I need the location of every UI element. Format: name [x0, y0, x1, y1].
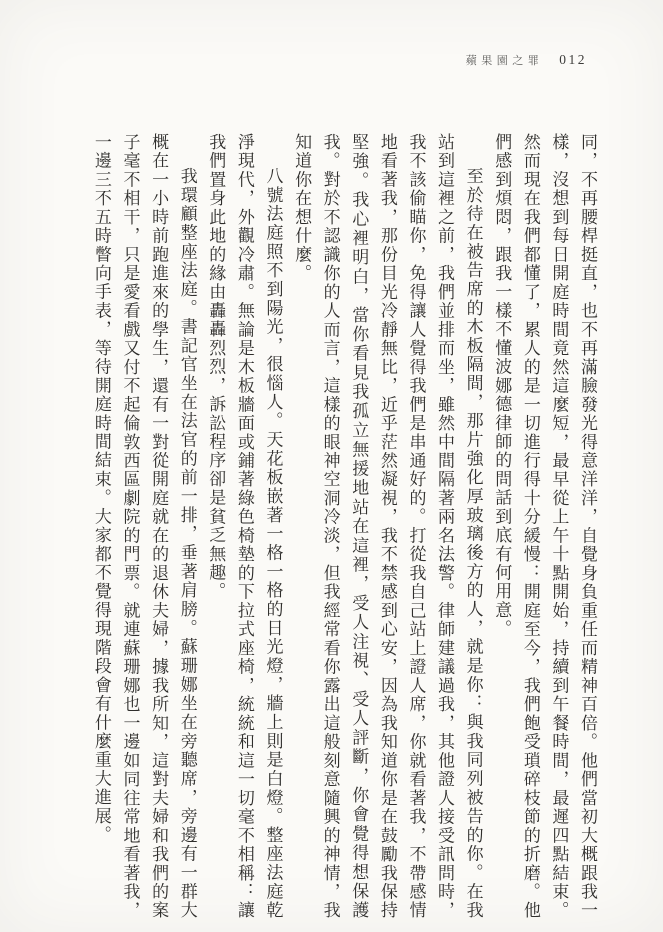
paragraph-courtroom-audience: 我環顧整座法庭。書記官坐在法官的前一排，垂著肩膀。蘇珊娜坐在旁聽席，旁邊有一群大概在一小時前跑進來的學生，還有一對從開庭就在的退休夫婦，據我所知，這對夫婦和我們的案子毫不相干，只是愛看戲又付不起倫敦西區劇院的門票。就連蘇珊娜也一邊如同往常地看著我，一邊三不五時瞥向手表，等待開庭時間結束。大家都不覺得現階段會有什麼重大進展。 [91, 133, 197, 920]
paragraph-continuation: 同，不再腰桿挺直，也不再滿臉發光得意洋洋，自覺身負重任而精神百倍。他們當初大概跟我一樣，沒想到每日開庭時間竟然這麼短，最早從上午十點開始，持續到午餐時間，最遲四點結束。然而現在我們都懂了，累人的是一切進行得十分緩慢：開庭至今，我們飽受瑣碎枝節的折磨。他們感到煩悶，跟我一樣不懂波娜德律師的問話到底有何用意。 [492, 133, 597, 920]
paragraph-courtroom-eight: 八號法庭照不到陽光，很惱人。天花板嵌著一格一格的日光燈，牆上則是白燈。整座法庭乾淨現代，外觀冷肅。無論是木板牆面或鋪著綠色椅墊的下拉式座椅，統統和這一切毫不相稱：讓我們置身此地的緣由轟轟烈烈，訴訟程序卻是貧乏無趣。 [206, 133, 283, 920]
body-text-block [86, 133, 601, 920]
page-number: 012 [559, 52, 587, 67]
paragraph-defendant-dock: 至於待在被告席的木板隔間，那片強化厚玻璃後方的人，就是你：與我同列被告的你。在我站到這裡之前，我們並排而坐，雖然中間隔著兩名法警。律師建議過我，其他證人接受訊問時，我不該偷瞄你，免得讓人覺得我們是串通好的。打從我自己站上證人席，你就看著我，不帶感情地看著我，那份目光冷靜無比，近乎茫然凝視，我不禁感到心安，因為我知道你是在鼓勵我保持堅強。我心裡明白，當你看見我孤立無援地站在這裡，受人注視、受人評斷，你會覺得想保護我。對於不認識你的人而言，這樣的眼神空洞冷淡，但我經常看你露出這般刻意隨興的神情，我知道你在想什麼。 [292, 133, 483, 920]
running-head-book-title: 蘋果園之罪 [465, 55, 544, 67]
running-head [466, 52, 587, 68]
